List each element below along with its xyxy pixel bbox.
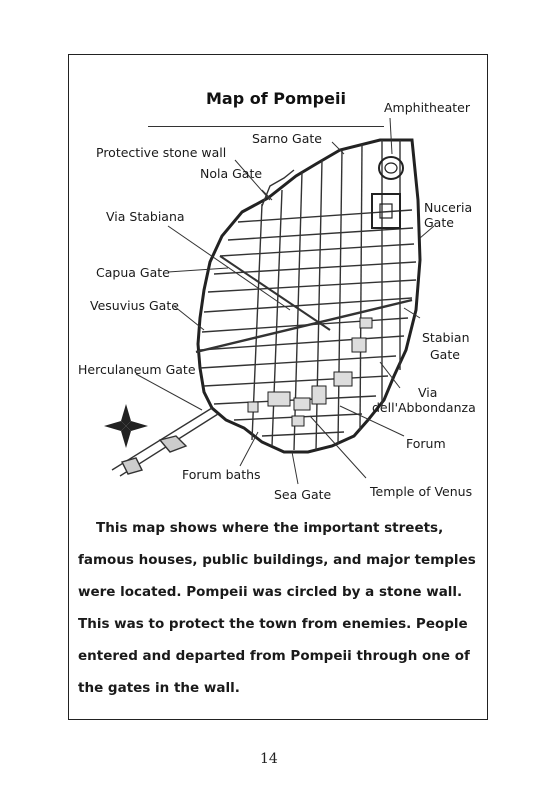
paragraph-line: entered and departed from Pompeii through one of <box>78 648 470 664</box>
label-temple-of-venus: Temple of Venus <box>370 484 473 499</box>
label-nuceria-gate-line1: Nuceria <box>424 200 473 215</box>
label-stabian-gate-line2: Gate <box>430 347 460 362</box>
label-capua-gate: Capua Gate <box>96 265 170 280</box>
label-amphitheater: Amphitheater <box>384 100 470 115</box>
paragraph-line: famous houses, public buildings, and major temples <box>78 552 476 568</box>
map-title: Map of Pompeii <box>206 89 346 108</box>
label-nuceria-gate-line2: Gate <box>424 215 454 230</box>
label-forum: Forum <box>406 436 446 451</box>
paragraph-line: This was to protect the town from enemies. People <box>78 616 468 632</box>
label-via-stabiana: Via Stabiana <box>106 209 185 224</box>
label-via-abbondanza-line2: dell'Abbondanza <box>372 400 476 415</box>
label-nola-gate: Nola Gate <box>200 166 263 181</box>
label-forum-baths: Forum baths <box>182 467 261 482</box>
page-number: 14 <box>260 751 278 767</box>
compass-rose-icon <box>104 404 148 448</box>
paragraph-line: This map shows where the important streets, <box>96 520 444 536</box>
label-sarno-gate: Sarno Gate <box>252 131 322 146</box>
body-paragraph <box>78 512 486 704</box>
label-sea-gate: Sea Gate <box>274 487 332 502</box>
label-via-abbondanza-line1: Via <box>418 385 438 400</box>
label-stabian-gate-line1: Stabian <box>422 330 470 345</box>
label-herculaneum-gate: Herculaneum Gate <box>78 362 196 377</box>
paragraph-line: the gates in the wall. <box>78 680 240 696</box>
label-protective-wall: Protective stone wall <box>96 145 227 160</box>
paragraph-line: were located. Pompeii was circled by a stone wall. <box>78 584 463 600</box>
label-vesuvius-gate: Vesuvius Gate <box>90 298 179 313</box>
